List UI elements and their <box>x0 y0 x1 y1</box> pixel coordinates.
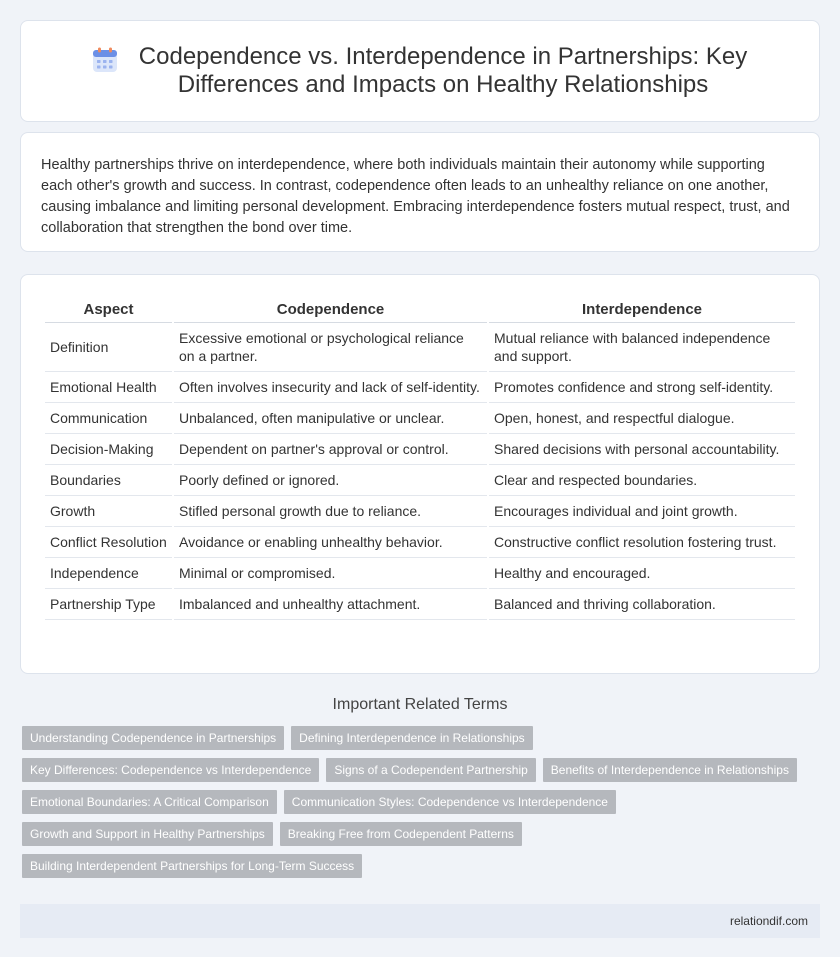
header-codependence: Codependence <box>174 299 487 323</box>
codependence-cell: Excessive emotional or psychological reliance on a partner. <box>174 323 487 372</box>
related-terms-heading: Important Related Terms <box>332 696 508 713</box>
interdependence-cell: Open, honest, and respectful dialogue. <box>489 403 795 434</box>
table-row <box>45 465 795 496</box>
page-title: Codependence vs. Interdependence in Partnerships: Key Differences and Impacts on Healthy Relationships <box>138 43 748 98</box>
related-term-link[interactable]: Key Differences: Codependence vs Interdependence <box>22 758 319 782</box>
interdependence-cell: Mutual reliance with balanced independence and support. <box>489 323 795 372</box>
related-term-link[interactable]: Understanding Codependence in Partnerships <box>22 726 284 750</box>
title-row <box>92 43 748 99</box>
calendar-icon <box>92 47 118 73</box>
aspect-cell: Growth <box>45 496 172 527</box>
aspect-cell: Independence <box>45 558 172 589</box>
table-row <box>45 527 795 558</box>
aspect-cell: Emotional Health <box>45 372 172 403</box>
comparison-table <box>43 299 797 620</box>
codependence-cell: Stifled personal growth due to reliance. <box>174 496 487 527</box>
related-term-link[interactable]: Building Interdependent Partnerships for Long-Term Success <box>22 854 362 878</box>
interdependence-cell: Constructive conflict resolution fostering trust. <box>489 527 795 558</box>
title-card <box>20 20 820 122</box>
header-aspect: Aspect <box>45 299 172 323</box>
table-row <box>45 323 795 372</box>
intro-card <box>20 132 820 252</box>
related-term-link[interactable]: Signs of a Codependent Partnership <box>326 758 535 782</box>
aspect-cell: Conflict Resolution <box>45 527 172 558</box>
table-row <box>45 558 795 589</box>
aspect-cell: Communication <box>45 403 172 434</box>
table-row <box>45 403 795 434</box>
codependence-cell: Unbalanced, often manipulative or unclear. <box>174 403 487 434</box>
related-term-link[interactable]: Communication Styles: Codependence vs Interdependence <box>284 790 616 814</box>
related-term-link[interactable]: Defining Interdependence in Relationships <box>291 726 533 750</box>
codependence-cell: Poorly defined or ignored. <box>174 465 487 496</box>
header-interdependence: Interdependence <box>489 299 795 323</box>
aspect-cell: Boundaries <box>45 465 172 496</box>
interdependence-cell: Balanced and thriving collaboration. <box>489 589 795 620</box>
related-term-link[interactable]: Emotional Boundaries: A Critical Comparison <box>22 790 277 814</box>
related-term-link[interactable]: Benefits of Interdependence in Relationships <box>543 758 797 782</box>
related-terms-list <box>0 726 840 886</box>
codependence-cell: Avoidance or enabling unhealthy behavior. <box>174 527 487 558</box>
codependence-cell: Minimal or compromised. <box>174 558 487 589</box>
related-term-link[interactable]: Growth and Support in Healthy Partnerships <box>22 822 273 846</box>
table-row <box>45 589 795 620</box>
table-header-row <box>45 299 795 323</box>
aspect-cell: Definition <box>45 323 172 372</box>
table-row <box>45 434 795 465</box>
codependence-cell: Dependent on partner's approval or control. <box>174 434 487 465</box>
interdependence-cell: Shared decisions with personal accountability. <box>489 434 795 465</box>
codependence-cell: Imbalanced and unhealthy attachment. <box>174 589 487 620</box>
comparison-card <box>20 274 820 674</box>
codependence-cell: Often involves insecurity and lack of self-identity. <box>174 372 487 403</box>
interdependence-cell: Promotes confidence and strong self-identity. <box>489 372 795 403</box>
related-term-link[interactable]: Breaking Free from Codependent Patterns <box>280 822 522 846</box>
intro-paragraph: Healthy partnerships thrive on interdependence, where both individuals maintain their autonomy while supporting each other's growth and success. In contrast, codependence often leads to an unhealthy reliance on one another, causing imbalance and limiting personal development. Embracing interdependence fosters mutual respect, trust, and collaboration that strengthen the bond over time. <box>41 157 790 236</box>
table-row <box>45 496 795 527</box>
footer-site-name: relationdif.com <box>729 914 808 928</box>
table-row <box>45 372 795 403</box>
footer <box>20 904 820 938</box>
interdependence-cell: Encourages individual and joint growth. <box>489 496 795 527</box>
interdependence-cell: Clear and respected boundaries. <box>489 465 795 496</box>
aspect-cell: Decision-Making <box>45 434 172 465</box>
aspect-cell: Partnership Type <box>45 589 172 620</box>
interdependence-cell: Healthy and encouraged. <box>489 558 795 589</box>
